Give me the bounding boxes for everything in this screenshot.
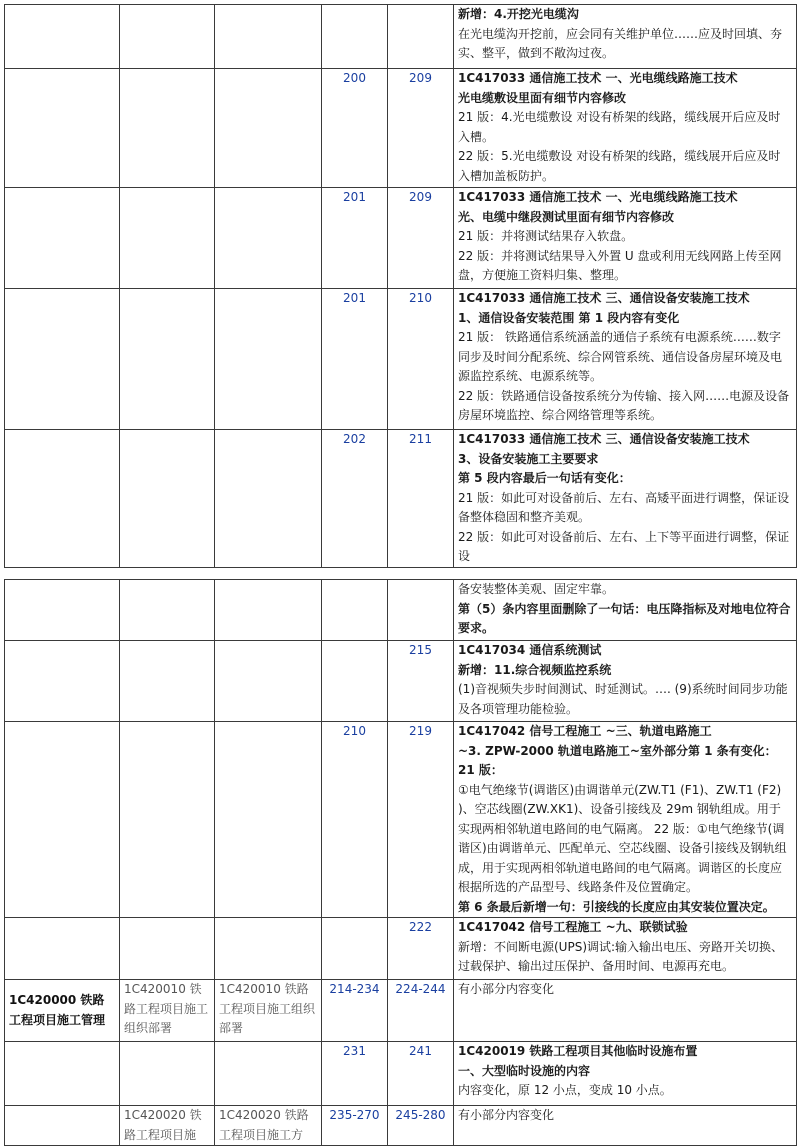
change-description xyxy=(454,1042,797,1106)
chapter-cell xyxy=(5,289,120,430)
chapter-cell xyxy=(5,641,120,722)
table-row xyxy=(5,918,797,980)
section-2021-cell xyxy=(120,289,215,430)
page-2021-cell: 201 xyxy=(322,188,388,289)
page-2021-cell: 214-234 xyxy=(322,980,388,1042)
page-2021-cell xyxy=(322,5,388,69)
page-2022-cell: 209 xyxy=(388,69,454,188)
section-2021-cell xyxy=(120,5,215,69)
chapter-cell xyxy=(5,5,120,69)
change-text: 22 版：5.光电缆敷设 对设有桥架的线路，缆线展开后应及时入槽加盖板防护。 xyxy=(458,149,781,183)
page-2021-cell xyxy=(322,641,388,722)
change-text: 内容变化，原 12 小点，变成 10 小点。 xyxy=(458,1083,672,1097)
page-2022-cell: 209 xyxy=(388,188,454,289)
change-text: (1)音视频失步时间测试、时延测试。…. (9)系统时间同步功能及各项管理功能检验。 xyxy=(458,682,788,716)
change-heading: 光电缆敷设里面有细节内容修改 xyxy=(458,90,627,105)
change-table-page-2 xyxy=(4,579,797,1146)
change-heading: 新增：4.开挖光电缆沟 xyxy=(458,7,579,21)
section-2022-cell: 1C420010 铁路工程项目施工组织部署 xyxy=(215,980,322,1042)
change-description: 有小部分内容变化 xyxy=(454,980,797,1042)
page-2022-cell: 224-244 xyxy=(388,980,454,1042)
page-2021-cell: 231 xyxy=(322,1042,388,1106)
page-2021-cell xyxy=(322,580,388,641)
page-2021-cell: 200 xyxy=(322,69,388,188)
change-heading: 新增：11.综合视频监控系统 xyxy=(458,662,612,677)
section-2022-cell xyxy=(215,1042,322,1106)
table-row xyxy=(5,722,797,918)
change-heading: 第 6 条最后新增一句：引接线的长度应由其安装位置决定。 xyxy=(458,899,775,914)
section-2022-cell xyxy=(215,188,322,289)
change-heading: 1C417034 通信系统测试 xyxy=(458,643,602,657)
change-heading: 1C417042 信号工程施工 ~九、联锁试验 xyxy=(458,920,688,934)
page-2021-cell xyxy=(322,918,388,980)
change-description xyxy=(454,430,797,568)
change-description xyxy=(454,918,797,980)
change-text: 22 版：如此可对设备前后、左右、上下等平面进行调整，保证设 xyxy=(458,529,790,563)
chapter-cell xyxy=(5,69,120,188)
page-2022-cell xyxy=(388,5,454,69)
change-description xyxy=(454,722,797,918)
chapter-cell xyxy=(5,188,120,289)
table-row xyxy=(5,289,797,430)
change-description xyxy=(454,188,797,289)
change-text: 22 版：铁路通信设备按系统分为传输、接入网……电源及设备房屋环境监控、综合网络管理等系统。 xyxy=(458,388,790,422)
section-2021-cell xyxy=(120,641,215,722)
section-2021-cell: 1C420010 铁路工程项目施工组织部署 xyxy=(120,980,215,1042)
table-row xyxy=(5,5,797,69)
section-2021-cell xyxy=(120,1042,215,1106)
section-2022-cell xyxy=(215,722,322,918)
change-heading: 1C417042 信号工程施工 ~三、轨道电路施工 xyxy=(458,724,712,738)
change-description xyxy=(454,69,797,188)
page-2022-cell: 215 xyxy=(388,641,454,722)
page-2021-cell: 202 xyxy=(322,430,388,568)
change-text: 21 版：并将测试结果存入软盘。 xyxy=(458,229,634,243)
change-heading: 1C417033 通信施工技术 一、光电缆线路施工技术 xyxy=(458,71,738,85)
change-text: 21 版：4.光电缆敷设 对设有桥架的线路，缆线展开后应及时入槽。 xyxy=(458,110,781,144)
change-description xyxy=(454,580,797,641)
section-2022-cell xyxy=(215,641,322,722)
section-2021-cell xyxy=(120,918,215,980)
page-2021-cell: 235-270 xyxy=(322,1106,388,1146)
section-2021-cell xyxy=(120,188,215,289)
change-text: 新增：不间断电源(UPS)调试:输入输出电压、旁路开关切换、过载保护、输出过压保护、备用时间、电源再充电。 xyxy=(458,939,784,973)
change-heading: 第（5）条内容里面删除了一句话：电压降指标及对地电位符合要求。 xyxy=(458,601,791,635)
page-2022-cell: 211 xyxy=(388,430,454,568)
chapter-cell xyxy=(5,1042,120,1106)
page-2022-cell: 219 xyxy=(388,722,454,918)
change-description: 有小部分内容变化 xyxy=(454,1106,797,1146)
table-row xyxy=(5,580,797,641)
section-2022-cell xyxy=(215,289,322,430)
change-text: ①电气绝缘节(调谐区)由调谐单元(ZW.T1 (F1)、ZW.T1 (F2) )、空芯线圈(ZW.XK1)、设备引接线及 29m 钢轨组成。用于实现两相邻轨道电路间的电气隔离。 22 版：①电气绝缘节(调谐区)由调谐单元、匹配单元、空芯线圈、设备引接线及钢轨组成，用于实现两相邻轨道电路间的电气隔离。调谐区的长度应根据所选的产品型号、线路条件及位置确定。 xyxy=(458,782,787,894)
table-row xyxy=(5,980,797,1042)
change-heading: 第 5 段内容最后一句话有变化： xyxy=(458,471,631,485)
change-text: 备安装整体美观、固定牢靠。 xyxy=(458,582,615,596)
section-2022-cell: 1C420020 铁路工程项目施工方 xyxy=(215,1106,322,1146)
section-2021-cell: 1C420020 铁路工程项目施 xyxy=(120,1106,215,1146)
table-row xyxy=(5,430,797,568)
change-heading: 1C417033 通信施工技术 一、光电缆线路施工技术 xyxy=(458,190,738,204)
section-2022-cell xyxy=(215,918,322,980)
change-text: 在光电缆沟开挖前，应会同有关维护单位……应及时回填、夯实、整平，做到不敞沟过夜。 xyxy=(458,26,783,60)
change-heading: ~3. ZPW-2000 轨道电路施工~室外部分第 1 条有变化：21 版： xyxy=(458,743,777,777)
section-2021-cell xyxy=(120,69,215,188)
page-2021-cell: 201 xyxy=(322,289,388,430)
section-2021-cell xyxy=(120,722,215,918)
change-heading: 一、大型临时设施的内容 xyxy=(458,1063,591,1078)
page-2022-cell: 245-280 xyxy=(388,1106,454,1146)
page-2022-cell xyxy=(388,580,454,641)
section-2022-cell xyxy=(215,5,322,69)
change-heading: 1C420019 铁路工程项目其他临时设施布置 xyxy=(458,1044,698,1058)
page-2022-cell: 241 xyxy=(388,1042,454,1106)
change-description xyxy=(454,5,797,69)
table-row xyxy=(5,641,797,722)
chapter-cell xyxy=(5,1106,120,1146)
change-heading: 1、通信设备安装范围 第 1 段内容有变化 xyxy=(458,310,680,325)
change-heading: 1C417033 通信施工技术 三、通信设备安装施工技术 xyxy=(458,432,750,446)
chapter-cell xyxy=(5,580,120,641)
table-row xyxy=(5,188,797,289)
change-description xyxy=(454,641,797,722)
table-row xyxy=(5,1106,797,1146)
page-2021-cell: 210 xyxy=(322,722,388,918)
chapter-cell xyxy=(5,722,120,918)
change-text: 21 版： 铁路通信系统涵盖的通信子系统有电源系统……数字同步及时间分配系统、综合网管系统、通信设备房屋环境及电源监控系统、电源系统等。 xyxy=(458,330,783,383)
change-text: 21 版：如此可对设备前后、左右、高矮平面进行调整，保证设备整体稳固和整齐美观。 xyxy=(458,490,790,524)
section-2022-cell xyxy=(215,69,322,188)
chapter-cell xyxy=(5,918,120,980)
section-2022-cell xyxy=(215,430,322,568)
change-heading: 光、电缆中继段测试里面有细节内容修改 xyxy=(458,209,675,224)
change-description xyxy=(454,289,797,430)
change-table-page-1 xyxy=(4,4,797,568)
change-heading: 1C417033 通信施工技术 三、通信设备安装施工技术 xyxy=(458,291,750,305)
change-heading: 3、设备安装施工主要要求 xyxy=(458,451,599,466)
section-2022-cell xyxy=(215,580,322,641)
chapter-cell: 1C420000 铁路工程项目施工管理 xyxy=(5,980,120,1042)
section-2021-cell xyxy=(120,430,215,568)
page-2022-cell: 222 xyxy=(388,918,454,980)
section-2021-cell xyxy=(120,580,215,641)
change-text: 22 版：并将测试结果导入外置 U 盘或利用无线网路上传至网盘，方便施工资料归集、整理。 xyxy=(458,248,782,282)
chapter-cell xyxy=(5,430,120,568)
page-2022-cell: 210 xyxy=(388,289,454,430)
table-row xyxy=(5,69,797,188)
table-row xyxy=(5,1042,797,1106)
